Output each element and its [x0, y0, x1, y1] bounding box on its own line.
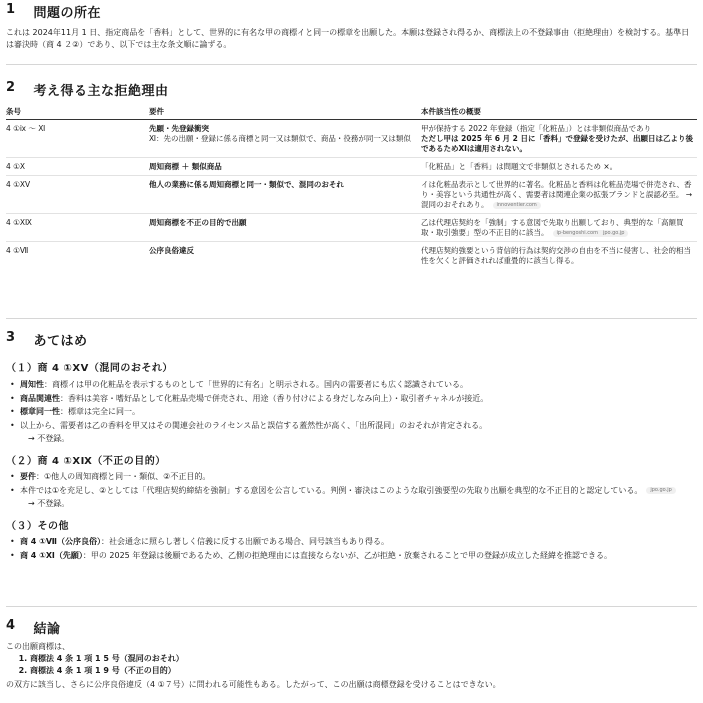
- list-item: [20, 420, 697, 432]
- article-cell: 4 ①Ⅹ: [6, 158, 149, 176]
- requirement-cell: [149, 120, 421, 158]
- table-header-row: [6, 105, 697, 120]
- section-problem: [6, 2, 697, 50]
- bullet-list: [6, 379, 697, 431]
- subsection-title: （１）商 4 ①ⅩⅤ（混同のおそれ）: [6, 363, 173, 374]
- table-row: [6, 242, 697, 270]
- conclusion-paragraph: の双方に該当し、さらに公序良俗違反（4 ①７号）に問われる可能性もある。したがって、この出願は商標登録を受けることはできない。: [6, 679, 501, 689]
- article-cell: 4 ①Ⅶ: [6, 246, 29, 255]
- summary-text: 乙は代理店契約を「強制」する意図で先取り出願しており、典型的な「高額買取・取引強要」型の不正目的に該当。: [421, 218, 684, 237]
- item-text: ：社会通念に照らし著しく信義に反する出願である場合、同号該当もあり得る。: [101, 537, 389, 546]
- section-heading: [6, 2, 697, 21]
- section-number: 3: [6, 330, 16, 345]
- requirement-title: 公序良俗違反: [149, 246, 194, 255]
- conclusion-line: → 不登録。: [28, 499, 70, 508]
- item-label: 商品関連性: [20, 393, 60, 403]
- section-heading: [6, 80, 697, 99]
- list-item: 1. 商標法 4 条 1 項 1 5 号（混同のおそれ）: [30, 653, 697, 665]
- subsection-title: （２）商 4 ①ⅩⅨ（不正の目的）: [6, 456, 166, 467]
- source-chip[interactable]: ip-bengoshi.com jpo.go.jp: [553, 230, 629, 237]
- section-number: 2: [6, 80, 16, 95]
- divider: [6, 606, 697, 607]
- list-item: 2. 商標法 4 条 1 項 1 9 号（不正の目的）: [30, 665, 697, 677]
- item-label: 標章同一性: [20, 407, 60, 416]
- article-cell: 4 ①ⅩⅨ: [6, 214, 149, 242]
- problem-paragraph: これは 2024年11月 1 日、指定商品を「香料」として、世界的に有名な甲の商標イと同一の標章を出願した。本願は登録され得るか、商標法上の不登録事由（拒絶理由）を検討する。基準日は審決時（商 4 ２②）であり、以下では主な条文順に論ずる。: [6, 28, 690, 49]
- table-row: [6, 158, 697, 176]
- bullet-list: [6, 471, 697, 496]
- item-text: ：標章は完全に同一。: [60, 407, 140, 416]
- item-text: 以上から、需要者は乙の香料を甲又はその関連会社のライセンス品と誤信する蓋然性が高く、「出所混同」のおそれが肯定される。: [20, 420, 488, 430]
- conclusion-intro: この出願商標は、: [6, 642, 70, 651]
- requirement-title: 他人の業務に係る周知商標と同一・類似で、混同のおそれ: [149, 176, 421, 214]
- item-text: ：商標イは甲の化粧品を表示するものとして「世界的に有名」と明示される。国内の需要者にも広く認識されている。: [44, 380, 468, 389]
- conclusion-list: [6, 653, 697, 677]
- requirement-title: 先願・先登録衝突: [149, 124, 209, 133]
- list-item: [20, 406, 697, 418]
- item-text: ：香料は美容・嗜好品として化粧品売場で併売され、用途（香り付けによる身だしなみ向上）・取引者チャネルが接近。: [60, 393, 489, 403]
- section-title: 結論: [33, 622, 61, 637]
- item-text: ：①他人の周知商標と同一・類似、②不正目的。: [36, 472, 211, 481]
- article-cell: 4 ①ⅸ 〜 Ⅺ: [6, 120, 149, 158]
- table-row: [6, 176, 697, 214]
- section-application: [6, 330, 697, 563]
- divider: [6, 318, 697, 319]
- item-text: 本件では①を充足し、②としては「代理店契約締結を強制」する意図を公言している。判例・審決はこのような取引強要型の先取り出願を典型的な不正目的と認定している。: [20, 485, 643, 495]
- table-row: [6, 214, 697, 242]
- section-heading: [6, 330, 697, 349]
- item-label: 商 4 ①Ⅺ（先願）: [20, 550, 83, 560]
- summary-text: イは化粧品表示として世界的に著名。化粧品と香料は化粧品売場で併売され、香り・美容という共通性が高く、需要者は関連企業の拡張ブランドと誤認必至。 → 混同のおそれあり。: [421, 180, 693, 209]
- section-conclusion: [6, 618, 697, 690]
- column-header: 本件該当性の概要: [421, 105, 697, 120]
- list-item: [20, 485, 697, 497]
- item-label: 商 4 ①Ⅶ（公序良俗）: [20, 537, 101, 546]
- requirement-title: 周知商標 ＋ 類似商品: [149, 158, 421, 176]
- bullet-list: [6, 536, 697, 561]
- divider: [6, 64, 697, 65]
- table-row: [6, 120, 697, 158]
- section-title: あてはめ: [33, 334, 88, 349]
- item-text: ：甲の 2025 年登録は後願であるため、乙側の拒絶理由には直接ならないが、乙が拒絶・放棄されることで甲の登録が成立した経緯を推認できる。: [82, 550, 612, 560]
- source-chip[interactable]: innoventier.com: [493, 202, 541, 209]
- list-item: [20, 379, 697, 391]
- subsection-title: （３）その他: [6, 521, 69, 532]
- list-item: [20, 393, 697, 405]
- source-chip[interactable]: jpo.go.jp: [646, 487, 675, 494]
- list-item: [20, 550, 697, 562]
- summary-note: ただし甲は 2025 年 6 月 2 日に「香料」で登録を受けたが、出願日は乙より後であるためⅪは適用されない。: [421, 134, 693, 153]
- column-header: 条号: [6, 105, 149, 120]
- item-label: 周知性: [20, 380, 44, 389]
- requirement-detail: Ⅺ：先の出願・登録に係る商標と同一又は類似で、商品・役務が同一又は類似: [149, 134, 411, 143]
- conclusion-line: → 不登録。: [28, 434, 70, 443]
- requirement-title: 周知商標を不正の目的で出願: [149, 214, 421, 242]
- section-number: 4: [6, 618, 16, 633]
- list-item: [20, 536, 697, 548]
- section-heading: [6, 618, 697, 637]
- summary-text: 甲が保持する 2022 年登録（指定「化粧品」）とは非類似商品であり: [421, 124, 652, 133]
- grounds-table: [6, 105, 697, 269]
- column-header: 要件: [149, 105, 421, 120]
- summary-cell: [421, 214, 697, 242]
- section-title: 問題の所在: [33, 6, 102, 21]
- section-number: 1: [6, 2, 16, 17]
- list-item: [20, 471, 697, 483]
- article-cell: 4 ①ⅩⅤ: [6, 176, 149, 214]
- item-label: 要件: [20, 472, 36, 481]
- summary-text: 「化粧品」と「香料」は問題文で非類似とされるため ×。: [421, 158, 697, 176]
- summary-text: 代理店契約強要という背信的行為は契約交渉の自由を不当に侵害し、社会的相当性を欠くと評価されれば重畳的に該当し得る。: [421, 246, 691, 265]
- summary-cell: [421, 176, 697, 214]
- section-rejection-grounds: [6, 80, 697, 269]
- summary-cell: [421, 120, 697, 158]
- section-title: 考え得る主な拒絶理由: [33, 84, 169, 99]
